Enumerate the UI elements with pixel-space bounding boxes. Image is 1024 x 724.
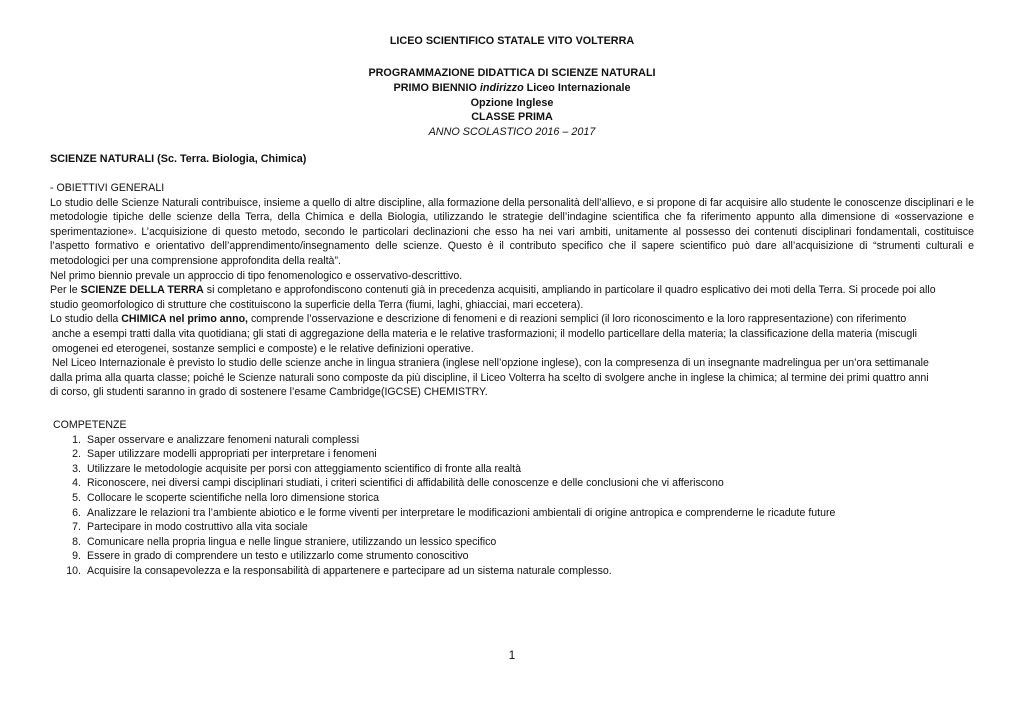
list-item-number: 1.: [72, 433, 81, 446]
chemistry-label: CHIMICA nel primo anno,: [121, 313, 248, 326]
school-title: LICEO SCIENTIFICO STATALE VITO VOLTERRA: [389, 35, 635, 47]
list-item: [53, 491, 973, 506]
list-item: [53, 476, 973, 491]
competenze-list: [53, 433, 973, 579]
list-item-number: 8.: [72, 535, 81, 548]
list-item-text: Analizzare le relazioni tra l’ambiente abiotico e le forme viventi per interpretare le modificazioni ambientali di origine antropica e comprenderne le ricadute future: [87, 506, 836, 519]
intl-line-1: Nel Liceo Internazionale è previsto lo studio delle scienze anche in lingua straniera (inglese nell’opzione inglese), con la compresenza di un insegnante madrelingua per un’ora settimanale: [52, 357, 929, 370]
list-item-text: Acquisire la consapevolezza e la responsabilità di appartenere e partecipare ad un sistema naturale complesso.: [87, 564, 612, 577]
chem-line-2: anche a esempi tratti dalla vita quotidiana; gli stati di aggregazione della materia e le relative trasformazioni; il modello particellare della materia; la classificazione della materia (miscugli: [52, 327, 917, 340]
list-item: [53, 506, 973, 521]
list-item: [53, 549, 973, 564]
intl-line-2: dalla prima alla quarta classe; poiché le Scienze naturali sono composte da più discipline, il Liceo Volterra ha scelto di svolgere anche in inglese la chimica; al termine dei primi quattro anni: [50, 371, 929, 384]
program-title: PROGRAMMAZIONE DIDATTICA DI SCIENZE NATURALI: [368, 67, 656, 79]
section-title: SCIENZE NATURALI (Sc. Terra. Biologia, Chimica): [50, 153, 307, 165]
objectives-paragraph-1: Lo studio delle Scienze Naturali contribuisce, insieme a quello di altre discipline, alla formazione della personalità dell’allievo, e si propone di far acquisire allo studente le conoscenze disciplinari e le metodologie tipiche delle scienze della Terra, della Chimica e della Biologia, utilizzando le strategie dell’indagine scientifica che fa riferimento appunto alla dimensione di «osservazione e sperimentazione». L’acquisizione di questo metodo, secondo le particolari declinazioni che esso ha nei vari ambiti, unitamente al possesso dei contenuti disciplinari fondamentali, costituisce l’aspetto formativo e orientativo dell’apprendimento/insegnamento delle scienze. Questo è il contributo specifico che il sapere scientifico può dare all’acquisizione di “strumenti culturali e metodologici per una comprensione approfondita della realtà”.: [50, 196, 974, 267]
competenze-heading: COMPETENZE: [53, 419, 127, 431]
list-item-text: Partecipare in modo costruttivo alla vita sociale: [87, 521, 308, 534]
competenze-section: [53, 418, 973, 579]
list-item-number: 6.: [72, 506, 81, 519]
list-item: [53, 462, 973, 477]
list-item: [53, 447, 973, 462]
list-item-text: Utilizzare le metodologie acquisite per porsi con atteggiamento scientifico di fronte alla realtà: [87, 462, 521, 475]
international-paragraph: [50, 356, 974, 400]
list-item-number: 4.: [72, 477, 81, 490]
intl-line-3: di corso, gli studenti saranno in grado di sostenere l’esame Cambridge(IGCSE) CHEMISTRY.: [50, 386, 488, 399]
chem-pre: Lo studio della: [50, 313, 122, 326]
chem-line-1: comprende l’osservazione e descrizione di fenomeni e di reazioni semplici (il loro riconoscimento e la loro rappresentazione) con riferimento: [248, 313, 907, 326]
earth-pre: Per le: [50, 284, 81, 297]
option-line: Opzione Inglese: [470, 96, 554, 109]
chem-line-3: omogenei ed eterogenei, sostanze semplici e composte) e le relative definizioni operative.: [52, 342, 474, 355]
earth-line-1: si completano e approfondiscono contenuti già in precedenza acquisiti, ampliando in particolare il quadro esplicativo dei moti della Terra. Si procede poi allo: [203, 284, 936, 297]
list-item: [53, 535, 973, 550]
chemistry-paragraph: [50, 312, 974, 356]
list-item-text: Essere in grado di comprendere un testo e utilizzarlo come strumento conoscitivo: [87, 550, 469, 563]
list-item-text: Riconoscere, nei diversi campi disciplinari studiati, i criteri scientifici di affidabilità delle conoscenze e delle conclusioni che vi afferiscono: [87, 477, 724, 490]
earth-science-label: SCIENZE DELLA TERRA: [80, 284, 204, 297]
objectives-paragraph-2: Nel primo biennio prevale un approccio di tipo fenomenologico e osservativo-descrittivo.: [50, 269, 463, 282]
objectives-heading: - OBIETTIVI GENERALI: [50, 182, 165, 194]
list-item-text: Collocare le scoperte scientifiche nella loro dimensione storica: [87, 491, 380, 504]
objectives-section: [50, 181, 974, 400]
list-item-number: 5.: [72, 491, 81, 504]
biennio-line: [0, 81, 1024, 96]
list-item-number: 2.: [72, 448, 81, 461]
earth-line-2: studio geomorfologico di strutture che costituiscono la superficie della Terra (fiumi, laghi, ghiacciai, mari eccetera).: [50, 298, 584, 311]
list-item: [53, 520, 973, 535]
program-header: [0, 66, 1024, 140]
list-item-number: 9.: [72, 550, 81, 563]
list-item-number: 7.: [72, 521, 81, 534]
list-item: [53, 433, 973, 448]
list-item: [53, 564, 973, 579]
list-item-text: Comunicare nella propria lingua e nelle lingue straniere, utilizzando un lessico specifico: [87, 535, 497, 548]
school-year: ANNO SCOLASTICO 2016 – 2017: [428, 126, 596, 139]
page-number: 1: [508, 648, 516, 662]
biennio-liceo: Liceo Internazionale: [523, 81, 631, 94]
list-item-text: Saper osservare e analizzare fenomeni naturali complessi: [87, 433, 360, 446]
class-line: CLASSE PRIMA: [471, 111, 553, 124]
list-item-number: 10.: [66, 564, 81, 577]
biennio-label: PRIMO BIENNIO: [393, 81, 480, 94]
biennio-indirizzo: indirizzo: [479, 81, 524, 94]
earth-science-paragraph: [50, 283, 974, 312]
list-item-text: Saper utilizzare modelli appropriati per interpretare i fenomeni: [87, 448, 377, 461]
list-item-number: 3.: [72, 462, 81, 475]
